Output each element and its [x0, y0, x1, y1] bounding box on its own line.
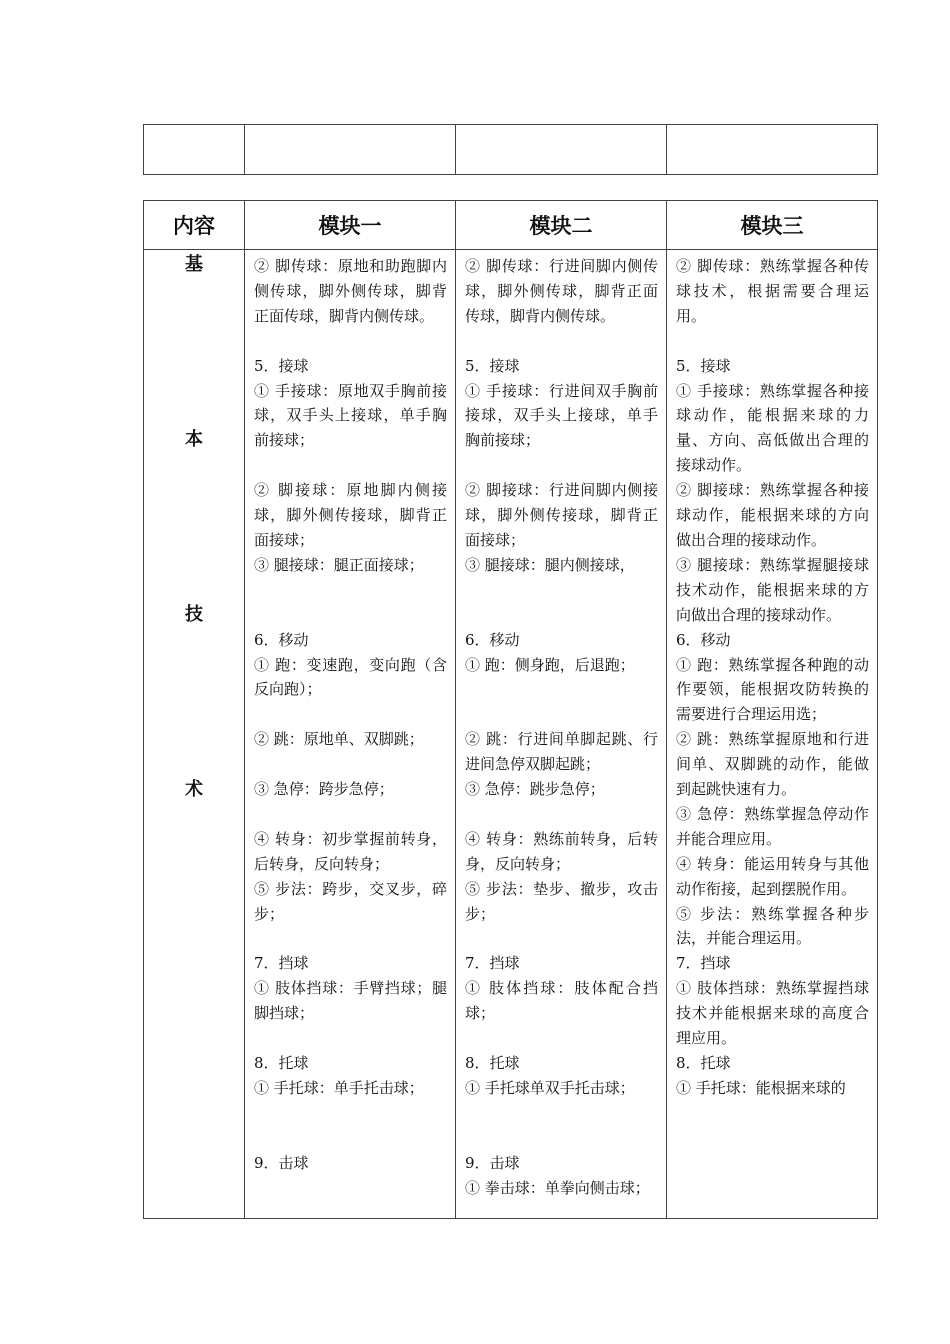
top-table-row	[144, 125, 878, 175]
row-label-char-1: 基	[185, 254, 203, 275]
header-row	[144, 201, 878, 250]
module-1-text: ② 脚传球：原地和助跑脚内侧传球，脚外侧传球，脚背正面传球，脚背内侧传球。 5．接球 ① 手接球：原地双手胸前接球，双手头上接球，单手胸前接球； ② 脚接球：原地脚内侧接球，脚外侧传接球，脚背正面接球； ③ 腿接球：腿正面接球； 6．移动 ① 跑：变速跑，变向跑（含反向跑）； ② 跳：原地单、双脚跳； ③ 急停：跨步急停； ④ 转身：初步掌握前转身，后转身，反向转身； ⑤ 步法：跨步，交叉步，碎步； 7．挡球 ① 肢体挡球：手臂挡球；腿脚挡球； 8．托球 ① 手托球：单手托击球； 9．击球	[254, 257, 447, 1172]
header-content: 内容	[144, 201, 245, 250]
module-1-cell	[245, 250, 456, 1219]
module-3-cell	[667, 250, 878, 1219]
row-label-char-4: 术	[185, 779, 203, 800]
row-label-char-2: 本	[185, 429, 203, 450]
row-label-cell	[144, 250, 245, 1219]
module-3-text: ② 脚传球：熟练掌握各种传球技术，根据需要合理运用。 5．接球 ① 手接球：熟练掌握各种接球动作，能根据来球的力量、方向、高低做出合理的接球动作。 ② 脚接球：熟练掌握各种接球动作，能根据来球的方向做出合理的接球动作。 ③ 腿接球：熟练掌握腿接球技术动作，能根据来球的方向做出合理的接球动作。 6．移动 ① 跑：熟练掌握各种跑的动作要领，能根据攻防转换的需要进行合理运用选； ② 跳：熟练掌握原地和行进间单、双脚跳的动作，能做到起跳快速有力。 ③ 急停：熟练掌握急停动作并能合理应用。 ④ 转身：能运用转身与其他动作衔接，起到摆脱作用。 ⑤ 步法：熟练掌握各种步法，并能合理运用。 7．挡球 ① 肢体挡球：熟练掌握挡球技术并能根据来球的高度合理应用。 8．托球 ① 手托球：能根据来球的	[676, 257, 869, 1097]
top-cell-3	[456, 125, 667, 175]
row-label-char-3: 技	[185, 604, 203, 625]
top-cell-1	[144, 125, 245, 175]
module-2-cell	[456, 250, 667, 1219]
basic-skills-row	[144, 250, 878, 1219]
header-module-3: 模块三	[667, 201, 878, 250]
module-2-text: ② 脚传球：行进间脚内侧传球，脚外侧传球，脚背正面传球，脚背内侧传球。 5．接球 ① 手接球：行进间双手胸前接球，双手头上接球，单手胸前接球； ② 脚接球：行进间脚内侧接球，脚外侧传接球，脚背正面接球； ③ 腿接球：腿内侧接球， 6．移动 ① 跑：侧身跑，后退跑； ② 跳：行进间单脚起跳、行进间急停双脚起跳； ③ 急停：跳步急停； ④ 转身：熟练前转身，后转身，反向转身； ⑤ 步法：垫步、撤步，攻击步； 7．挡球 ① 肢体挡球：肢体配合挡球； 8．托球 ① 手托球单双手托击球； 9．击球 ① 拳击球：单拳向侧击球；	[465, 257, 658, 1197]
top-blank-table	[143, 124, 878, 175]
top-cell-4	[667, 125, 878, 175]
header-module-2: 模块二	[456, 201, 667, 250]
header-module-1: 模块一	[245, 201, 456, 250]
curriculum-table	[143, 200, 878, 1219]
top-cell-2	[245, 125, 456, 175]
